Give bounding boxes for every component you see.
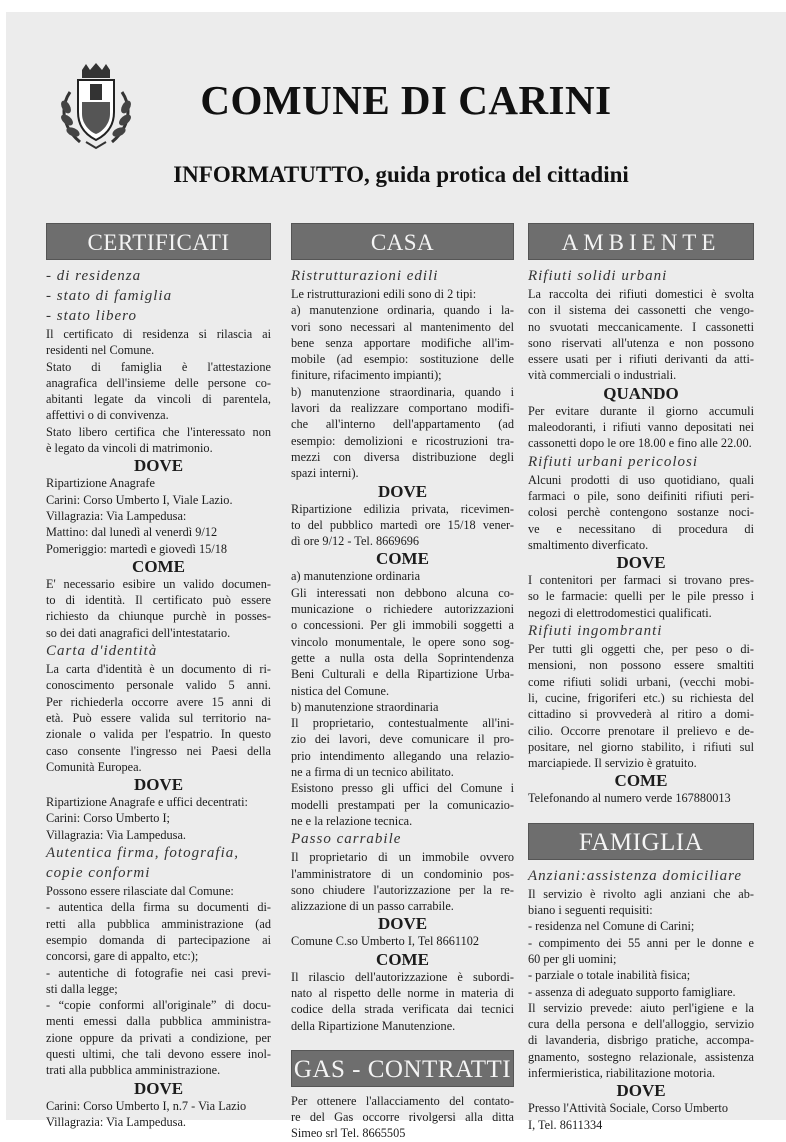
body-text-line: menti emessi dalla pubblica amministra- (46, 1014, 271, 1029)
body-text-line: codice della strada verificata dai tecnici (291, 1002, 514, 1017)
body-text-line: gnamento, sostegno relazionale, assistenza (528, 1049, 754, 1064)
body-text-line: zionale o valida per l'espatrio. In questo (46, 727, 271, 742)
body-text-line: richiesto da chiunque purchè in posses- (46, 609, 271, 624)
body-text-line: sono chiudere l'autorizzazione per la re- (291, 882, 514, 897)
body-text-line: I contenitori per farmaci si trovano pres- (528, 573, 754, 588)
body-text-line: Il proprietario di un immobile ovvero (291, 850, 514, 865)
column-certificati (46, 223, 271, 1130)
body-text-line: Il servizio è rivolto agli anziani che ab- (528, 886, 754, 901)
body-text-line: b) manutenzione straordinaria (291, 699, 439, 714)
body-text-line: Ripartizione edilizia privata, ricevimen- (291, 501, 514, 516)
body-text-line: ne e la relazione tecnica. (291, 813, 413, 828)
body-text-line: maleodoranti, i rifiuti vanno depositati nei (528, 420, 754, 435)
body-text-line: infermieristica, riabilitazione motoria. (528, 1065, 716, 1080)
body-text-line: Stato di famiglia è l'attestazione (46, 359, 271, 374)
body-text-line: Beni Culturali e della Ripartizione Urba- (291, 667, 514, 682)
body-text-line: è legato da vincoli di matrimonio. (46, 441, 213, 456)
body-text-line: Esistono presso gli uffici del Comune i (291, 781, 514, 796)
body-text-line: to di identità. Il certificato può essere (46, 593, 271, 608)
body-text-line: Le ristrutturazioni edili sono di 2 tipi: (291, 287, 477, 301)
document-page (6, 12, 786, 1141)
body-text-line: vori sono necessari al mantenimento del (291, 319, 514, 334)
body-text-line: Ripartizione Anagrafe e uffici decentrati: (46, 795, 248, 810)
subsection-heading-come: COME (376, 549, 429, 569)
subsection-heading-come: COME (132, 556, 185, 576)
column-casa (291, 223, 514, 1142)
body-text-line: Carini: Corso Umberto I; (46, 811, 170, 826)
section-header-bar: AMBIENTE (528, 223, 754, 260)
topic-title: Carta d'identità (46, 643, 158, 660)
body-text-line: o concessioni. Per gli immobili soggetti a (291, 618, 514, 633)
body-text-line: Il servizio prevede: aiuto perl'igiene e la (528, 1000, 754, 1015)
body-text-line: Per tutti gli oggetti che, per peso o di- (528, 642, 754, 657)
body-text-line: Villagrazia: Via Lampedusa. (46, 827, 186, 842)
body-text-line: so dei dati anagrafici dell'intestatario. (46, 625, 231, 640)
subsection-heading-dove: DOVE (616, 1081, 666, 1101)
body-text-line: ve e necessitano di procedura di (528, 521, 754, 536)
body-text-line: biano i seguenti requisiti: (528, 903, 653, 918)
body-text-line: bene senza apportare modifiche all'im- (291, 335, 514, 350)
body-text-line: Comune C.so Umberto I, Tel 8661102 (291, 934, 480, 949)
body-text-line: Stato libero certifica che l'interessato non (46, 424, 271, 439)
topic-title: Passo carrabile (291, 831, 402, 848)
body-text-line: zio dei lavori, deve comunicare il pro- (291, 732, 514, 747)
page-title: COMUNE DI CARINI (200, 77, 612, 123)
body-text-line: I, Tel. 8611334 (528, 1117, 603, 1132)
body-text-line: farmaci o pile, sono deifiniti rifiuti peri- (528, 488, 754, 503)
body-text-line: negozi di elettrodomestici qualificati. (528, 605, 712, 620)
subsection-heading-dove: DOVE (133, 775, 184, 795)
body-text-line: essere usati per i rifiuti derivanti da atti- (528, 352, 754, 367)
body-text-line: residenti nel Comune. (46, 343, 155, 358)
body-text-line: Per evitare durante il giorno accumuli (528, 403, 754, 418)
body-text-line: to del pubblico martedì ore 15/18 vener- (291, 517, 514, 532)
body-text-line: - autentiche di fotografie nei casi previ- (46, 965, 271, 980)
topic-title: Rifiuti solidi urbani (528, 268, 668, 284)
body-text-line: esempio domanda di partecipazione ai (46, 932, 271, 947)
body-text-line: con il sistema dei cassonetti che vengo- (528, 303, 754, 318)
body-text-line: zione oppure da privati a condizione, per (46, 1030, 271, 1045)
body-text-line: Possono essere rilasciate dal Comune: (46, 884, 234, 899)
body-text-line: positare, nel giorno stabilito, i rifiuti sul (528, 739, 754, 754)
body-text-line: no svuotati meccanicamente. I cassonetti (528, 319, 754, 334)
topic-title: copie conformi (46, 865, 151, 882)
body-text-line: - parziale o totale inabilità fisica; (528, 968, 691, 983)
town-crest-icon (56, 62, 136, 150)
body-text-line: Telefonando al numero verde 167880013 (528, 791, 731, 806)
body-text-line: cilio. Occorre prenotare il prelievo e de- (528, 723, 754, 738)
body-text-line: a) manutenzione ordinaria (291, 569, 421, 584)
body-text-line: marciapiede. Il servizio è gratuito. (528, 756, 697, 771)
body-text-line: come rifiuti solidi urbani, (vecchi mobi- (528, 674, 754, 689)
body-text-line: Per ottenere l'allacciamento del contato- (291, 1093, 514, 1108)
topic-title: Rifiuti urbani pericolosi (528, 453, 698, 470)
body-text-line: cittadino si provvederà al ritiro a domi- (528, 707, 754, 722)
subsection-heading-dove: DOVE (377, 481, 428, 501)
body-text-line: 60 per gli uomini; (528, 951, 617, 966)
body-text-line: modelli prestampati per la comunicazio- (291, 797, 514, 812)
body-text-line: municazione o richiedere autorizzazioni (291, 602, 514, 617)
body-text-line: Alcuni prodotti di uso quotidiano, quali (528, 472, 754, 487)
topic-title: - stato libero (46, 308, 137, 324)
body-text-line: mobile (ad esempio: sostituzione delle (291, 352, 514, 367)
body-text-line: La raccolta dei rifiuti domestici è svolta (528, 287, 754, 301)
body-text-line: l'amministratore di un condominio pos- (291, 866, 514, 881)
subsection-heading-dove: DOVE (377, 914, 428, 934)
body-text-line: vincolo monumentale, le opere sono sog- (291, 634, 514, 649)
column-ambiente (528, 223, 754, 1133)
body-text-line: cassonetti dopo le ore 18.00 e fino alle 22.00. (528, 436, 752, 451)
body-text-line: a) manutenzione ordinaria, quando i la- (291, 303, 514, 318)
body-text-line: dì ore 9/12 - Tel. 8669696 (291, 534, 420, 549)
body-text-line: Pomeriggio: martedì e giovedì 15/18 (46, 541, 228, 556)
body-text-line: caso consente l'ingresso nei Paesi della (46, 743, 271, 758)
body-text-line: Il rilascio dell'autorizzazione è subordi- (291, 969, 514, 984)
section-header-bar: CERTIFICATI (46, 223, 271, 260)
subsection-heading-dove: DOVE (616, 553, 666, 573)
body-text-line: finiture, rifacimento impianti); (291, 368, 442, 383)
body-text-line: re del Gas occorre rivolgersi alla ditta (291, 1110, 514, 1125)
body-text-line: nistica del Comune. (291, 683, 390, 698)
body-text-line: alizzazione di un passo carrabile. (291, 899, 454, 914)
body-text-line: Villagrazia: Via Lampedusa: (46, 508, 187, 523)
body-text-line: cura della persona e dell'alloggio, servizio (528, 1017, 754, 1032)
section-header-bar: FAMIGLIA (528, 823, 754, 860)
body-text-line: Villagrazia: Via Lampedusa. (46, 1114, 186, 1129)
subsection-heading-dove: DOVE (133, 456, 184, 476)
topic-title: Anziani:assistenza domiciliare (528, 867, 743, 884)
body-text-line: Comunità Europea. (46, 759, 142, 774)
body-text-line: questi ultimi, che tali devono essere inol- (46, 1046, 271, 1061)
body-text-line: gette a nulla osta della Soprintendenza (291, 650, 514, 665)
body-text-line: anagrafica dell'insieme delle persone co- (46, 375, 271, 390)
body-text-line: li, cucine, frigoriferi etc.) su richiesta del (528, 690, 754, 705)
subsection-heading-dove: DOVE (133, 1078, 184, 1098)
body-text-line: Il certificato di residenza si rilascia ai (46, 327, 271, 341)
body-text-line: di lavanderia, disbrigo pratiche, accompa- (528, 1033, 754, 1048)
body-text-line: smaltimento diverficato. (528, 537, 649, 552)
subsection-heading-come: COME (614, 771, 668, 791)
topic-title: - stato di famiglia (46, 288, 173, 304)
topic-title: - di residenza (46, 268, 142, 284)
body-text-line: - “copie conformi all'originale” di docu- (46, 998, 271, 1013)
body-text-line: retti alla pubblica amministrazione (ad (46, 916, 271, 931)
body-text-line: colosi perchè contengono sostanze noci- (528, 505, 754, 520)
body-text-line: nato al rispetto delle norme in materia di (291, 985, 514, 1000)
body-text-line: b) manutenzione straordinaria, quando i (291, 384, 514, 399)
body-text-line: vità commerciali o industriali. (528, 368, 677, 383)
body-text-line: - compimento dei 55 anni per le donne e (528, 935, 754, 950)
body-text-line: della Ripartizione Manutenzione. (291, 1018, 456, 1033)
subsection-heading-quando: QUANDO (603, 383, 679, 403)
body-text-line: Il proprietario, contestualmente all'ini- (291, 716, 514, 731)
body-text-line: mezzi con diversa distribuzione degli (291, 449, 514, 464)
subsection-heading-come: COME (376, 949, 429, 969)
body-text-line: conoscimento personale valido 5 anni. (46, 678, 271, 693)
body-text-line: - autentica della firma su documenti di- (46, 900, 271, 915)
body-text-line: affettivi o di convivenza. (46, 408, 169, 423)
body-text-line: - residenza nel Comune di Carini; (528, 919, 695, 934)
body-text-line: - assenza di adeguato supporto famigliare. (528, 984, 736, 999)
body-text-line: Presso l'Attività Sociale, Corso Umberto (528, 1101, 728, 1116)
body-text-line: sono riservati all'utenza e non possono (528, 335, 754, 350)
body-text-line: Carini: Corso Umberto I, n.7 - Via Lazio (46, 1098, 247, 1113)
body-text-line: lavori da realizzare comportano modifi- (291, 401, 514, 416)
body-text-line: età. Può essere valida sul territorio na- (46, 710, 271, 725)
body-text-line: Gli interessati non debbono alcuna co- (291, 585, 514, 600)
body-text-line: prio intendimento allegando una relazio- (291, 748, 514, 763)
body-text-line: so le farmacie: quelli per le pile presso i (528, 589, 754, 604)
page-subtitle: INFORMATUTTO, guida protica del cittadini (173, 162, 629, 187)
body-text-line: ne a firma di un tecnico abilitato. (291, 765, 454, 780)
body-text-line: abitanti legate da vincoli di parentela, (46, 392, 271, 407)
body-text-line: trati alla pubblica amministrazione. (46, 1063, 221, 1078)
body-text-line: Per richiederla occorre avere 15 anni di (46, 694, 271, 709)
body-text-line: esempio: demolizioni e ricostruzioni tra- (291, 433, 514, 448)
body-text-line: Ripartizione Anagrafe (46, 476, 155, 491)
body-text-line: che all'interno dell'appartamento (ad (291, 417, 514, 432)
body-text-line: E' necessario esibire un valido documen- (46, 576, 271, 591)
body-text-line: Carini: Corso Umberto I, Viale Lazio. (46, 492, 233, 507)
topic-title: Ristrutturazioni edili (291, 268, 439, 284)
section-header-bar: CASA (291, 223, 514, 260)
section-header-bar: GAS - CONTRATTI (291, 1050, 514, 1087)
body-text-line: spazi interni). (291, 466, 359, 481)
body-text-line: Mattino: dal lunedì al venerdì 9/12 (46, 525, 218, 540)
body-text-line: Simeo srl Tel. 8665505 (291, 1126, 406, 1141)
topic-title: Rifiuti ingombranti (528, 623, 663, 640)
body-text-line: mensioni, non possono essere smaltiti (528, 658, 754, 673)
body-text-line: La carta d'identità è un documento di ri- (46, 662, 271, 677)
body-text-line: sti dalla legge; (46, 981, 118, 996)
topic-title: Autentica firma, fotografia, (46, 845, 239, 862)
body-text-line: concorsi, gare di appalto, etc:); (46, 949, 199, 964)
